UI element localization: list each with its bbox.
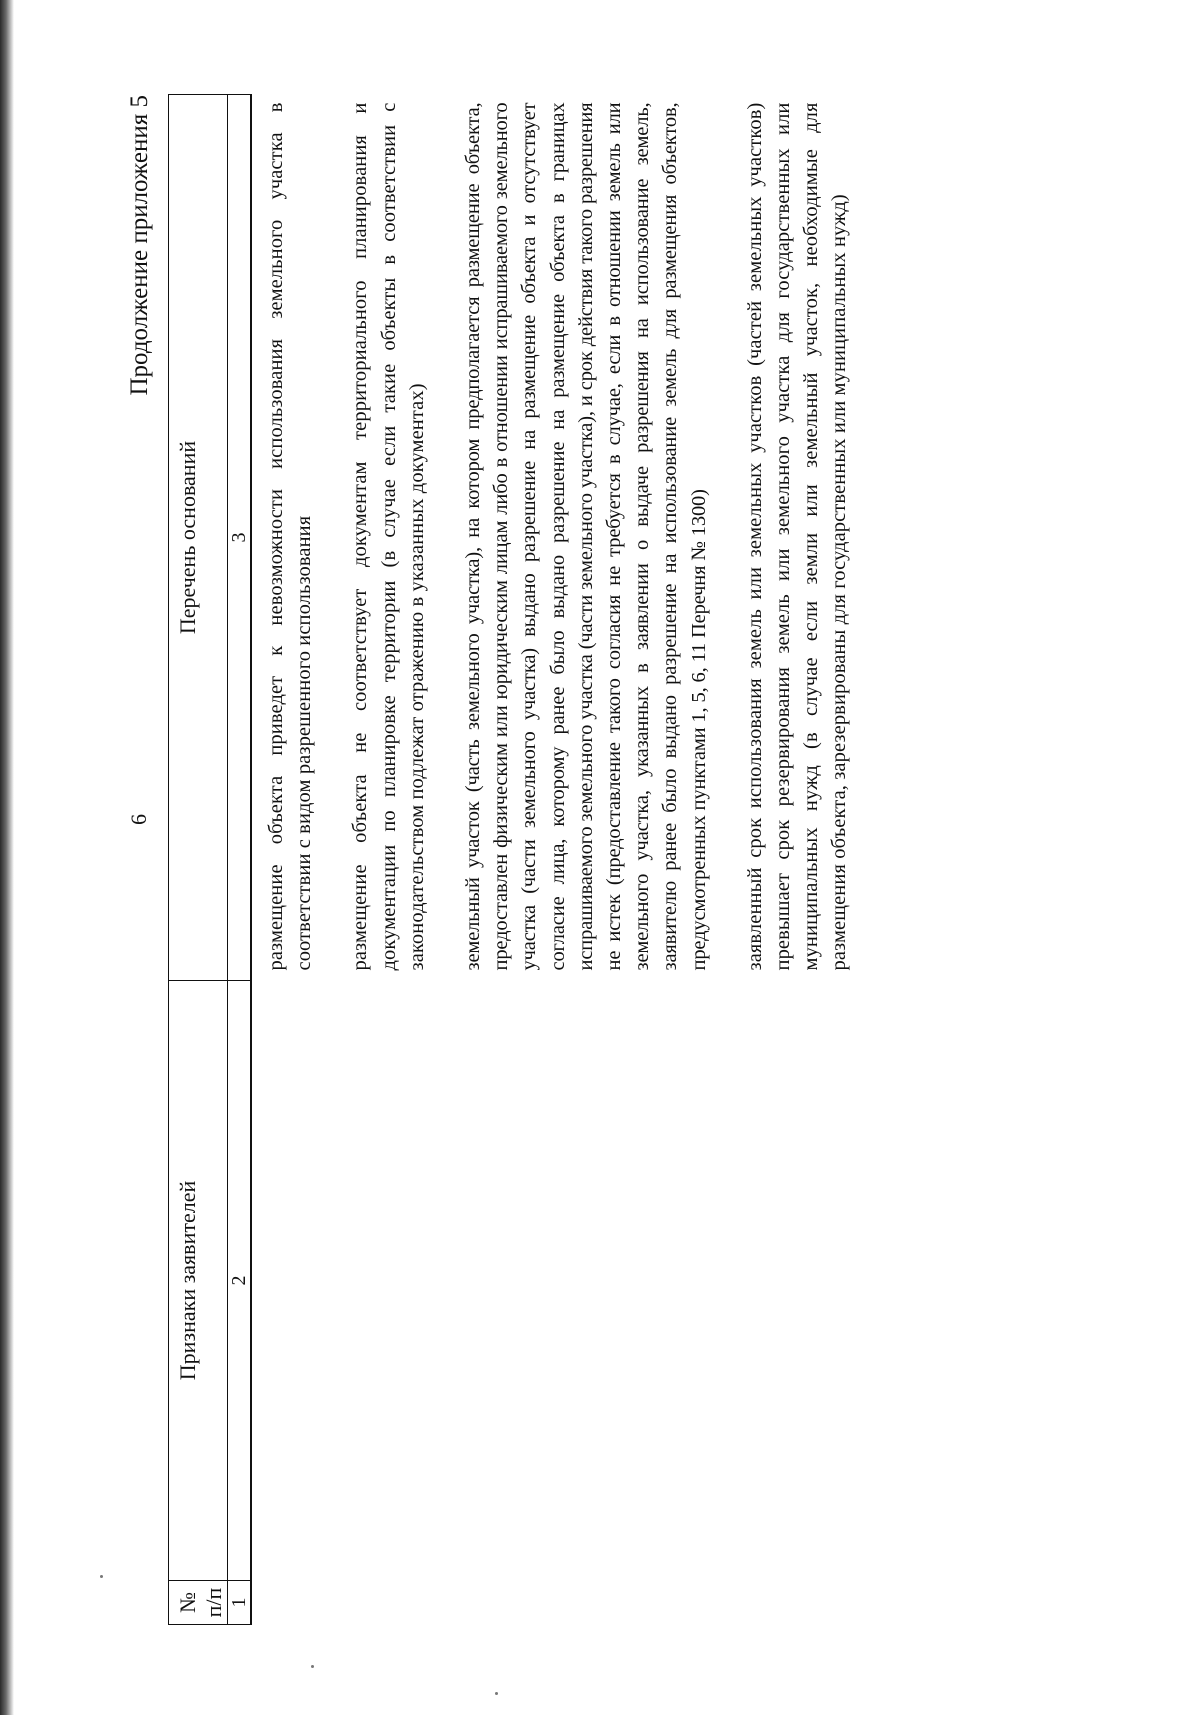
header-applicant-features: Признаки заявителей	[169, 981, 228, 1581]
ground-item: размещение объекта приведет к невозможности использования земельного участка в соответствии с видом разрешенного использования	[265, 102, 316, 971]
continuation-label: Продолжение приложения 5	[126, 95, 153, 396]
column-number: 1	[228, 1581, 252, 1625]
table-header-row	[169, 95, 228, 1625]
applicant-features-cell	[252, 981, 882, 1581]
page-number: 6	[126, 814, 151, 825]
grounds-cell	[252, 95, 882, 981]
header-grounds-list: Перечень оснований	[169, 95, 228, 981]
ground-item: заявленный срок использования земель или земельных участков (частей земельных участков) превышает срок резервирования земель или земельного участка для государственных или муниципальных нужд (в случае если земли или земельный участок, необходимые для размещения объекта, зарезервированы для государственных или муниципальных нужд)	[743, 102, 851, 971]
number-cell	[252, 1581, 882, 1625]
scan-edge-artifact	[0, 0, 14, 1715]
scan-speck	[100, 1575, 103, 1578]
header-number: № п/п	[169, 1581, 228, 1625]
column-number: 2	[228, 981, 252, 1581]
document-page	[126, 95, 1090, 1625]
ground-item: земельный участок (часть земельного участка), на котором предполагается размещение объекта, предоставлен физическим или юридическим лицам либо в отношении испрашиваемого земельного участка (части земельного участка) выдано разрешение на размещение объекта и отсутствует согласие лица, которому ранее было выдано разрешение на размещение объекта в границах испрашиваемого земельного участка (части земельного участка), и срок действия такого разрешения не истек (предоставление такого согласия не требуется в случае, если в отношении земель или земельного участка, указанных в заявлении о выдаче разрешения на использование земель, заявителю ранее было выдано разрешение на использование земель для размещения объектов, предусмотренных пунктами 1, 5, 6, 11 Перечня № 1300)	[462, 102, 710, 971]
column-number: 3	[228, 95, 252, 981]
grounds-table	[168, 94, 882, 1625]
column-number-row	[228, 95, 252, 1625]
ground-item: размещение объекта не соответствует документам территориального планирования и документации по планировке территории (в случае если такие объекты в соответствии с законодательством подлежат отражению в указанных документах)	[349, 102, 428, 971]
scan-speck	[311, 1665, 314, 1668]
table-row	[252, 95, 882, 1625]
scan-speck	[495, 1692, 498, 1695]
